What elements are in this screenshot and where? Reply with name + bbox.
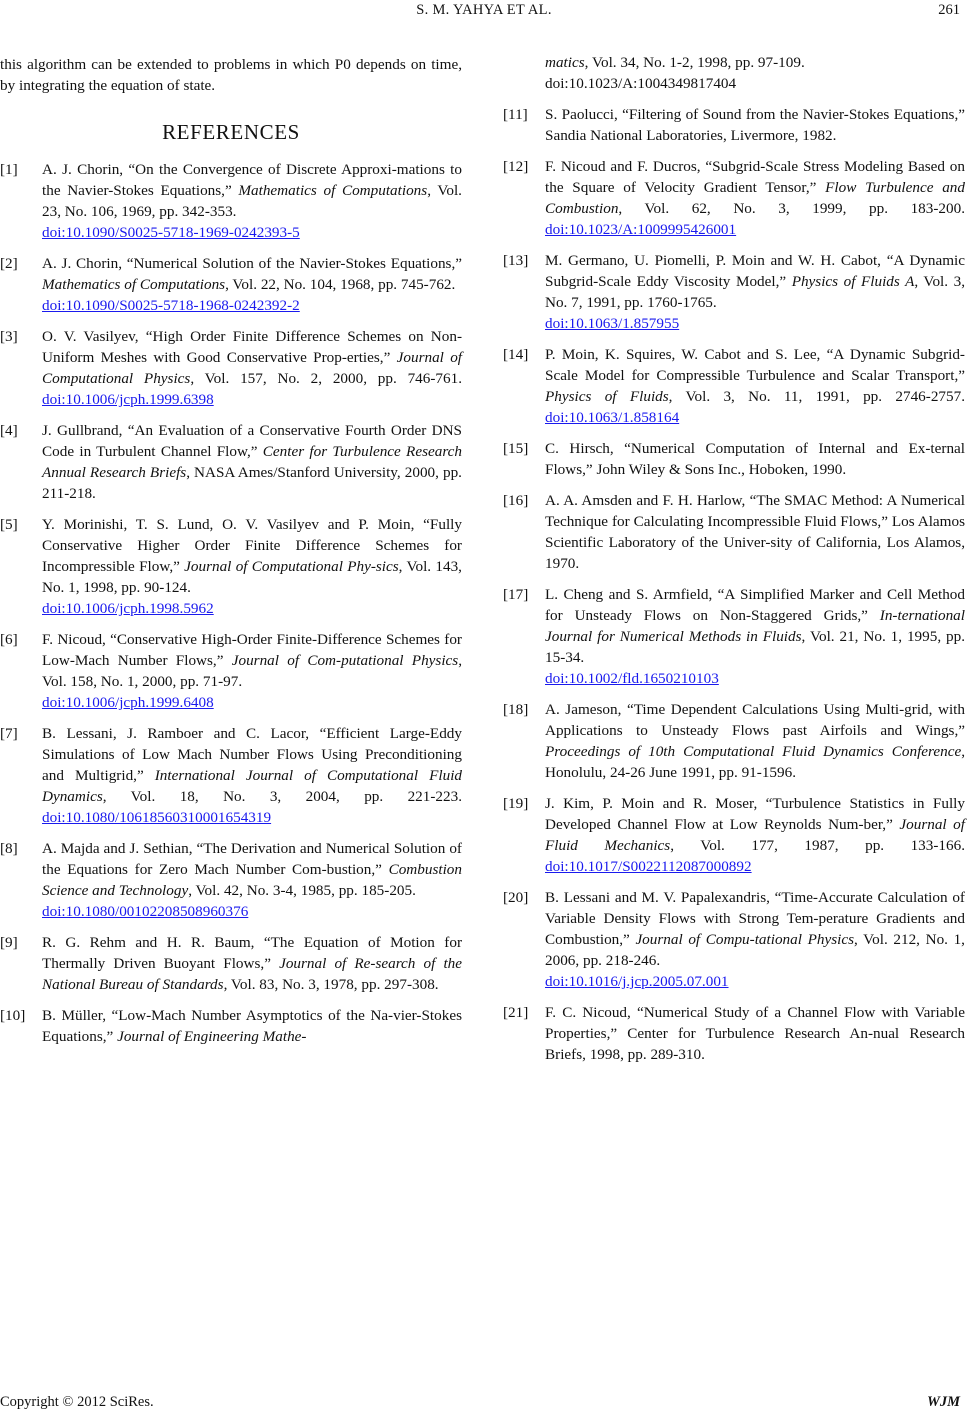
reference-authors-title: A. Jameson, “Time Dependent Calculations Using Multi-grid, with Applications to Unsteady Flows past Airfoils and Wings,” (545, 701, 965, 739)
reference-authors-title: Y. Morinishi, T. S. Lund, O. V. Vasilyev and P. Moin, “Fully Conservative Higher Order Finite Difference Schemes for Incompressible Flow,” (42, 516, 462, 575)
reference-authors-title: F. Nicoud, “Conservative High-Order Finite-Difference Schemes for Low-Mach Number Flows,” (42, 631, 462, 669)
reference-doi-link[interactable]: doi:10.1080/00102208508960376 (42, 903, 249, 920)
reference-doi-link[interactable]: doi:10.1063/1.857955 (545, 315, 680, 332)
reference-doi-link[interactable]: doi:10.1090/S0025-5718-1969-0242393-5 (42, 224, 300, 241)
reference-journal: International Journal of Computational Fluid Dynamics (42, 767, 463, 805)
reference-details: , Vol. 22, No. 104, 1968, pp. 745-762. (225, 276, 456, 293)
reference-journal: Journal of Com-putational Physics (231, 652, 459, 669)
reference-text (545, 250, 965, 334)
reference-number: [4] (0, 422, 18, 439)
reference-authors-title: S. Paolucci, “Filtering of Sound from the Navier-Stokes Equations,” Sandia National Laboratories, Livermore, 1982. (545, 106, 965, 144)
reference-item (0, 1005, 462, 1047)
reference-item (0, 514, 462, 619)
reference-journal: Physics of Fluids (545, 388, 669, 405)
reference-text (42, 1005, 462, 1047)
reference-number: [11] (503, 106, 528, 123)
reference-number: [14] (503, 346, 529, 363)
reference-details: , Vol. 62, No. 3, 1999, pp. 183-200. (618, 200, 965, 217)
reference-number: [13] (503, 252, 529, 269)
reference-authors-title: A. A. Amsden and F. H. Harlow, “The SMAC Method: A Numerical Technique for Calculating Incompressible Fluid Flows,” Los Alamos Scientific Laboratory of the Univer-sity of California, Los Alamos, 1970. (545, 492, 965, 572)
copyright-notice: Copyright © 2012 SciRes. (0, 1394, 154, 1410)
reference-item (503, 438, 965, 480)
reference-item (0, 838, 462, 922)
reference-text (545, 887, 965, 992)
reference-item (503, 887, 965, 992)
reference-text (545, 584, 965, 689)
reference-item (503, 156, 965, 240)
reference-details: , Vol. 157, No. 2, 2000, pp. 746-761. (190, 370, 463, 387)
reference-text (42, 838, 462, 922)
reference-item (503, 490, 965, 574)
reference-text (42, 253, 462, 316)
reference-doi-link[interactable]: doi:10.1016/j.jcp.2005.07.001 (545, 973, 729, 990)
references-heading: REFERENCES (162, 120, 300, 144)
reference-item (0, 723, 462, 828)
reference-authors-title: L. Cheng and S. Armfield, “A Simplified Marker and Cell Method for Unsteady Flows on Non-Staggered Grids,” (545, 586, 965, 624)
reference-details: , Vol. 3, No. 11, 1991, pp. 2746-2757. (668, 388, 965, 405)
reference-details: , Vol. 21, No. 1, 1995, pp. 15-34. (545, 628, 965, 666)
reference-authors-title: B. Lessani, J. Ramboer and C. Lacor, “Efficient Large-Eddy Simulations of Low Mach Number Flows Using Preconditioning and Multigrid,” (42, 725, 462, 784)
reference-details: , Honolulu, 24-26 June 1991, pp. 91-1596. (545, 743, 965, 781)
intro-paragraph: this algorithm can be extended to problems in which P0 depends on time, by integrating the equation of state. (0, 56, 462, 94)
reference-item (503, 1002, 965, 1065)
reference-journal: Journal of Compu-tational Physics (635, 931, 854, 948)
reference-number: [17] (503, 586, 529, 603)
reference-authors-title: C. Hirsch, “Numerical Computation of Internal and Ex-ternal Flows,” John Wiley & Sons Inc., Hoboken, 1990. (545, 440, 965, 478)
journal-abbrev: WJM (926, 1394, 960, 1410)
running-head-authors: S. M. YAHYA ET AL. (416, 2, 552, 18)
reference-details: , Vol. 158, No. 1, 2000, pp. 71-97. (42, 652, 462, 690)
reference-text (42, 723, 462, 828)
reference-item (503, 584, 965, 689)
right-column (503, 52, 965, 1075)
reference-authors-title: J. Gullbrand, “An Evaluation of a Conservative Fourth Order DNS Code in Turbulent Channel Flow,” (42, 422, 462, 460)
reference-authors-title: A. Majda and J. Sethian, “The Derivation and Numerical Solution of the Equations for Zero Mach Number Com-bustion,” (42, 840, 462, 878)
reference-journal: Journal of Fluid Mechanics (545, 816, 965, 854)
reference-continuation (503, 52, 965, 94)
reference-doi-link[interactable]: doi:10.1023/A:1009995426001 (545, 221, 737, 238)
reference-item (0, 629, 462, 713)
page-header (0, 2, 968, 22)
reference-item (0, 932, 462, 995)
reference-text (42, 629, 462, 713)
reference-item (503, 793, 965, 877)
reference-number: [19] (503, 795, 529, 812)
reference-number: [9] (0, 934, 18, 951)
reference-details: , Vol. 3, No. 7, 1991, pp. 1760-1765. (545, 273, 965, 311)
reference-authors-title: A. J. Chorin, “On the Convergence of Discrete Approxi-mations to the Navier-Stokes Equations,” (42, 161, 462, 199)
reference-doi-link[interactable]: doi:10.1090/S0025-5718-1968-0242392-2 (42, 297, 300, 314)
reference-authors-title: O. V. Vasilyev, “High Order Finite Difference Schemes on Non-Uniform Meshes with Good Conservative Prop-erties,” (42, 328, 462, 366)
reference-item (503, 344, 965, 428)
reference-authors-title: B. Müller, “Low-Mach Number Asymptotics of the Na-vier-Stokes Equations,” (42, 1007, 462, 1045)
reference-journal: matics (545, 54, 585, 71)
reference-authors-title: A. J. Chorin, “Numerical Solution of the Navier-Stokes Equations,” (42, 255, 462, 272)
reference-journal: In-ternational Journal for Numerical Methods in Fluids (545, 607, 965, 645)
reference-doi-link[interactable]: doi:10.1002/fld.1650210103 (545, 670, 719, 687)
reference-doi-link[interactable]: doi:10.1023/A:1004349817404 (545, 75, 737, 92)
reference-details: , Vol. 177, 1987, pp. 133-166. (670, 837, 965, 854)
reference-details: , Vol. 212, No. 1, 2006, pp. 218-246. (545, 931, 965, 969)
reference-details: , NASA Ames/Stanford University, 2000, pp. 211-218. (42, 464, 462, 502)
left-column (0, 54, 462, 1057)
references-list-right (503, 104, 965, 1065)
reference-number: [12] (503, 158, 529, 175)
reference-authors-title: R. G. Rehm and H. R. Baum, “The Equation of Motion for Thermally Driven Buoyant Flows,” (42, 934, 462, 972)
reference-item (0, 159, 462, 243)
reference-authors-title: F. C. Nicoud, “Numerical Study of a Channel Flow with Variable Properties,” Center for Turbulence Research An-nual Research Briefs, 1998, pp. 289-310. (545, 1004, 965, 1063)
references-list-left (0, 159, 462, 1047)
reference-text (545, 699, 965, 783)
reference-text (545, 793, 965, 877)
reference-number: [20] (503, 889, 529, 906)
reference-journal: Journal of Computational Physics (42, 349, 463, 387)
reference-journal: Flow Turbulence and Combustion (545, 179, 965, 217)
reference-number: [16] (503, 492, 529, 509)
reference-details: , Vol. 34, No. 1-2, 1998, pp. 97-109. (584, 54, 805, 71)
reference-number: [7] (0, 725, 18, 742)
reference-authors-title: J. Kim, P. Moin and R. Moser, “Turbulence Statistics in Fully Developed Channel Flow at Low Reynolds Num-ber,” (545, 795, 965, 833)
reference-doi-link[interactable]: doi:10.1017/S0022112087000892 (545, 858, 752, 875)
reference-details: , Vol. 42, No. 3-4, 1985, pp. 185-205. (188, 882, 416, 899)
reference-number: [10] (0, 1007, 26, 1024)
reference-number: [1] (0, 161, 18, 178)
reference-journal: Physics of Fluids A (791, 273, 915, 290)
reference-journal: Combustion Science and Technology (42, 861, 462, 899)
reference-journal: Journal of Computational Phy-sics (184, 558, 399, 575)
reference-doi-link[interactable]: doi:10.1006/jcph.1998.5962 (42, 600, 214, 617)
reference-journal: Center for Turbulence Research Annual Research Briefs (42, 443, 463, 481)
reference-text (42, 932, 462, 995)
reference-details: , Vol. 18, No. 3, 2004, pp. 221-223. (102, 788, 462, 805)
reference-number: [8] (0, 840, 18, 857)
reference-text (545, 490, 965, 574)
reference-authors-title: B. Lessani and M. V. Papalexandris, “Time-Accurate Calculation of Variable Density Flows with Strong Tem-perature Gradients and Combustion,” (545, 889, 965, 948)
reference-text (545, 1002, 965, 1065)
reference-item (0, 326, 462, 410)
reference-journal: Journal of Engineering Mathe- (117, 1028, 307, 1045)
reference-authors-title: M. Germano, U. Piomelli, P. Moin and W. H. Cabot, “A Dynamic Subgrid-Scale Eddy Viscosity Model,” (545, 252, 965, 290)
reference-item (0, 420, 462, 504)
page-number: 261 (938, 2, 960, 18)
reference-text (545, 344, 965, 428)
reference-text (42, 159, 462, 243)
reference-number: [2] (0, 255, 18, 272)
reference-item (503, 699, 965, 783)
reference-doi-link[interactable]: doi:10.1006/jcph.1999.6408 (42, 694, 214, 711)
reference-text (42, 514, 462, 619)
reference-number: [3] (0, 328, 18, 345)
reference-doi-link[interactable]: doi:10.1006/jcph.1999.6398 (42, 391, 214, 408)
reference-details: , Vol. 23, No. 106, 1969, pp. 342-353. (42, 182, 462, 220)
reference-authors-title: F. Nicoud and F. Ducros, “Subgrid-Scale Stress Modeling Based on the Square of Velocity Gradient Tensor,” (545, 158, 965, 196)
reference-item (0, 253, 462, 316)
reference-text (545, 438, 965, 480)
reference-number: [21] (503, 1004, 529, 1021)
reference-number: [15] (503, 440, 529, 457)
reference-details: , Vol. 83, No. 3, 1978, pp. 297-308. (223, 976, 439, 993)
reference-text (42, 420, 462, 504)
reference-journal: Journal of Re-search of the National Bureau of Standards (42, 955, 462, 993)
reference-number: [5] (0, 516, 18, 533)
reference-item (503, 104, 965, 146)
reference-text (545, 104, 965, 146)
reference-details: , Vol. 143, No. 1, 1998, pp. 90-124. (42, 558, 462, 596)
reference-number: [18] (503, 701, 529, 718)
reference-text (545, 156, 965, 240)
reference-text (42, 326, 462, 410)
reference-item (503, 250, 965, 334)
reference-journal: Mathematics of Computations (238, 182, 428, 199)
reference-doi-link[interactable]: doi:10.1080/10618560310001654319 (42, 809, 272, 826)
reference-doi-link[interactable]: doi:10.1063/1.858164 (545, 409, 680, 426)
reference-number: [6] (0, 631, 18, 648)
reference-journal: Proceedings of 10th Computational Fluid Dynamics Conference (545, 743, 962, 760)
reference-authors-title: P. Moin, K. Squires, W. Cabot and S. Lee, “A Dynamic Subgrid-Scale Model for Compressible Turbulence and Scalar Transport,” (545, 346, 965, 384)
reference-journal: Mathematics of Computations (42, 276, 226, 293)
